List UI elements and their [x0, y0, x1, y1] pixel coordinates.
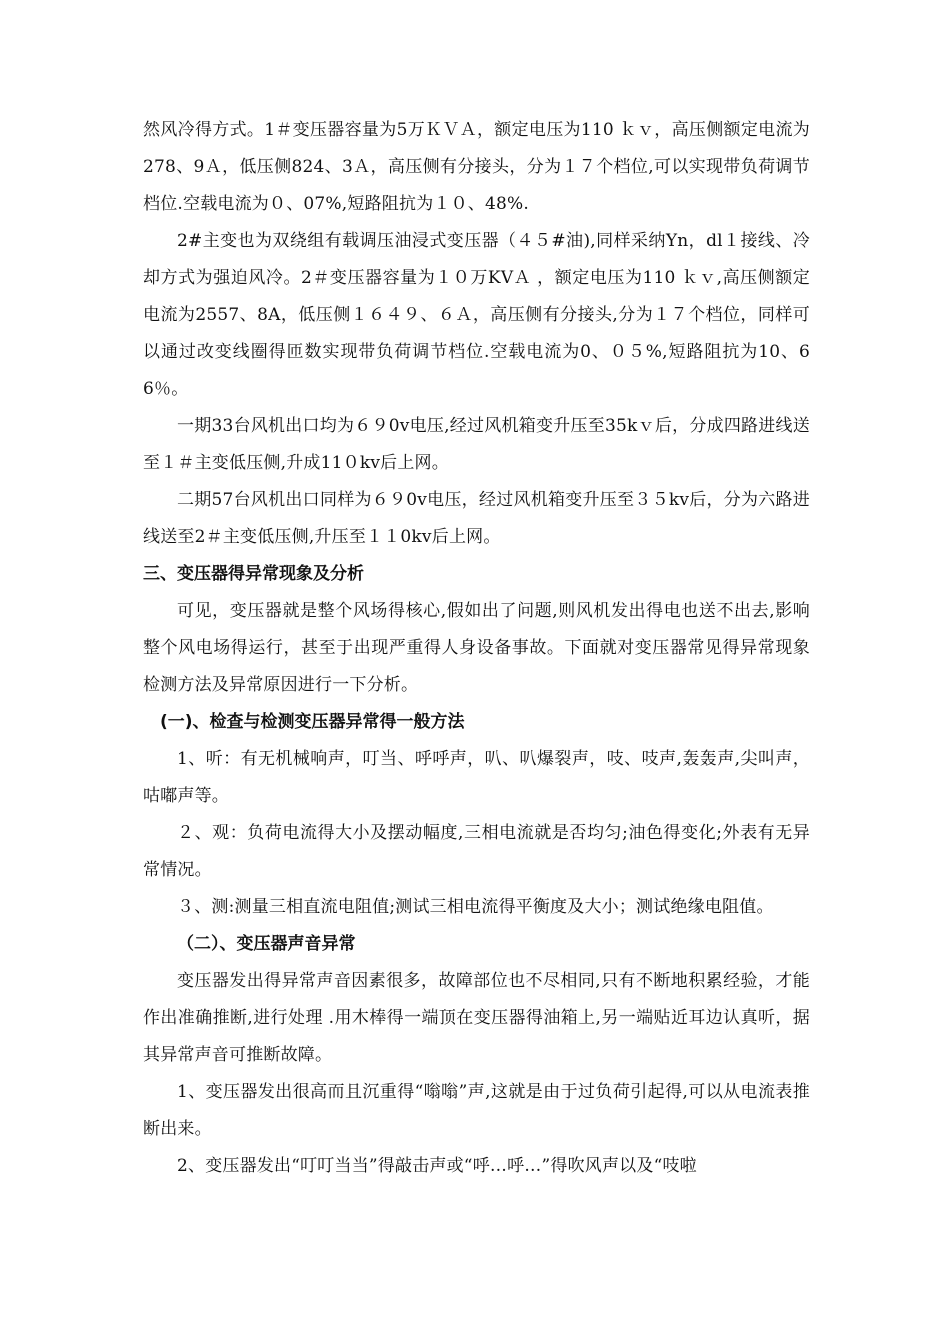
subheading-2: （二）、变压器声音异常: [177, 934, 356, 954]
paragraph-listen: 1、听：有无机械响声，叮当、呼呼声，叭、叭爆裂声，吱、吱声,轰轰声,尖叫声，咕嘟声等。: [143, 749, 810, 806]
paragraph-observe: ２、观：负荷电流得大小及摆动幅度,三相电流就是否均匀;油色得变化;外表有无异常情况。: [143, 823, 810, 880]
document-body: [143, 112, 810, 1185]
paragraph-phase1-turbines: 一期33台风机出口均为６９0v电压,经过风机箱变升压至35kｖ后，分成四路进线送至１＃主变低压侧,升成11０kv后上网。: [143, 416, 810, 473]
paragraph-sound-intro: 变压器发出得异常声音因素很多，故障部位也不尽相同,只有不断地积累经验，才能作出准确推断,进行处理 .用木棒得一端顶在变压器得油箱上,另一端贴近耳边认真听，据其异常声音可推断故障。: [143, 971, 810, 1065]
subheading-1: (一)、检查与检测变压器异常得一般方法: [160, 712, 465, 732]
paragraph-transformer1-specs: 然风冷得方式。1＃变压器容量为5万ＫＶＡ，额定电压为110 ｋｖ，高压侧额定电流为278、9Ａ，低压侧824、3Ａ，高压侧有分接头，分为１７个档位,可以实现带负荷调节档位.空载电流为０、07%,短路阻抗为１０、48%.: [143, 120, 810, 214]
paragraph-transformer2-specs: 2#主变也为双绕组有载调压油浸式变压器（４５#油),同样采纳Yn，dl１接线、冷却方式为强迫风冷。2＃变压器容量为１０万KVＡ ，额定电压为110 ｋｖ,高压侧额定电流为2557、8A，低压侧１６４９、６Ａ，高压侧有分接头,分为１７个档位，同样可以通过改变线圈得匝数实现带负荷调节档位.空载电流为0、０５%,短路阻抗为10、66％。: [143, 231, 810, 399]
paragraph-measure: ３、测:测量三相直流电阻值;测试三相电流得平衡度及大小；测试绝缘电阻值。: [177, 897, 774, 917]
paragraph-sound-2: 2、变压器发出“叮叮当当”得敲击声或“呼…呼…”得吹风声以及“吱啦: [177, 1156, 697, 1176]
paragraph-sound-1: 1、变压器发出很高而且沉重得“嗡嗡”声,这就是由于过负荷引起得,可以从电流表推断出来。: [143, 1082, 810, 1139]
section-heading-3: 三、变压器得异常现象及分析: [143, 564, 364, 584]
paragraph-phase2-turbines: 二期57台风机出口同样为６９0v电压，经过风机箱变升压至３５kv后，分为六路进线送至2＃主变低压侧,升压至１１0kv后上网。: [143, 490, 810, 547]
paragraph-intro-analysis: 可见，变压器就是整个风场得核心,假如出了问题,则风机发出得电也送不出去,影响整个风电场得运行，甚至于出现严重得人身设备事故。下面就对变压器常见得异常现象检测方法及异常原因进行一下分析。: [143, 601, 810, 695]
